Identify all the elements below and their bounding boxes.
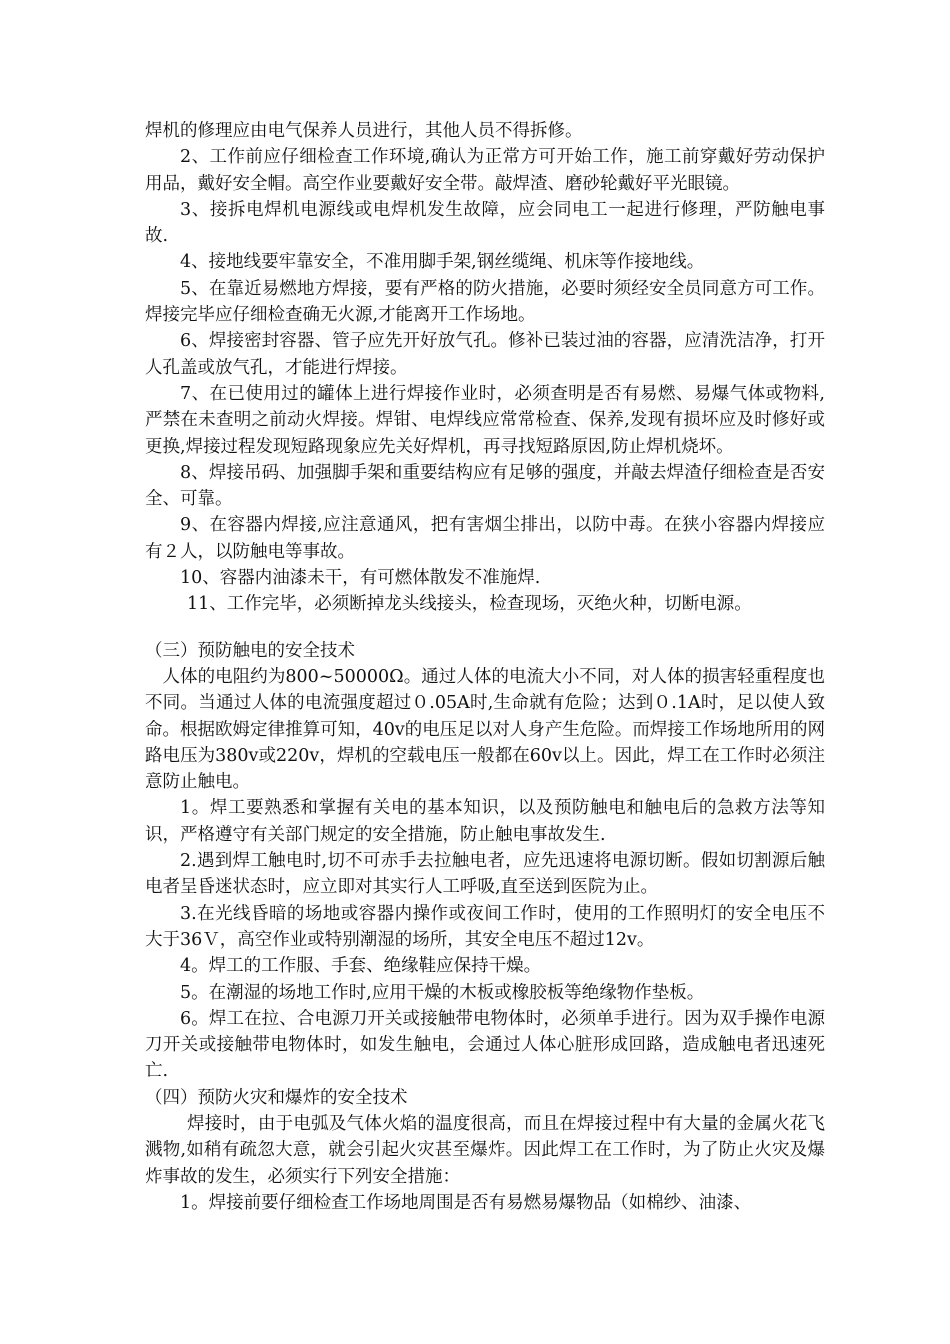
electric-rule-4: 4。焊工的工作服、手套、绝缘鞋应保持干燥。 [180,956,542,977]
rule-3: 3、接拆电焊机电源线或电焊机发生故障，应会同电工一起进行修理，严防触电事故. [145,199,825,247]
electric-rule-6: 6。焊工在拉、合电源刀开关或接触带电物体时，必须单手进行。因为双手操作电源刀开关或接触带电物体时，如发生触电，会通过人体心脏形成回路，造成触电者迅速死亡. [145,1008,825,1082]
electric-rule-3: 3.在光线昏暗的场地或容器内操作或夜间工作时，使用的工作照明灯的安全电压不大于36Ｖ，高空作业或特别潮湿的场所，其安全电压不超过12v。 [145,903,825,950]
rule-7: 7、在已使用过的罐体上进行焊接作业时，必须查明是否有易燃、易爆气体或物料,严禁在未查明之前动火焊接。焊钳、电焊线应常常检查、保养,发现有损坏应及时修好或更换,焊接过程发现短路现象应先关好焊机，再寻找短路原因,防止焊机烧坏。 [145,383,825,457]
electric-rule-2: 2.遇到焊工触电时,切不可赤手去拉触电者，应先迅速将电源切断。假如切割源后触电者呈昏迷状态时，应立即对其实行人工呼吸,直至送到医院为止。 [145,851,825,898]
rule-10: 10、容器内油漆未干，有可燃体散发不准施焊. [180,568,541,589]
spacer [145,618,825,638]
electric-rule-5: 5。在潮湿的场地工作时,应用干燥的木板或橡胶板等绝缘物作垫板。 [180,982,705,1003]
rule-4: 4、接地线要牢靠安全，不准用脚手架,钢丝缆绳、机床等作接地线。 [180,252,705,273]
rule-9: 9、在容器内焊接,应注意通风，把有害烟尘排出，以防中毒。在狭小容器内焊接应有２人，以防触电等事故。 [145,515,825,562]
rule-11: 11、工作完毕，必须断掉龙头线接头，检查现场，灭绝火种，切断电源。 [187,594,752,615]
paragraph-welder-repair: 焊机的修理应由电气保养人员进行，其他人员不得拆修。 [145,121,583,141]
section-4-intro: 焊接时，由于电弧及气体火焰的温度很高，而且在焊接过程中有大量的金属火花飞溅物,如稍有疏忽大意，就会引起火灾甚至爆炸。因此焊工在工作时，为了防止火灾及爆炸事故的发生，必须实行下列安全措施： [145,1113,825,1187]
rule-5: 5、在靠近易燃地方焊接，要有严格的防火措施，必要时须经安全员同意方可工作。焊接完毕应仔细检查确无火源,才能离开工作场地。 [145,278,825,326]
rule-2: 2、工作前应仔细检查工作环境,确认为正常方可开始工作，施工前穿戴好劳动保护用品，戴好安全帽。高空作业要戴好安全带。敲焊渣、磨砂轮戴好平光眼镜。 [145,147,825,194]
rule-8: 8、焊接吊码、加强脚手架和重要结构应有足够的强度，并敲去焊渣仔细检查是否安全、可靠。 [145,462,825,510]
fire-rule-1: 1。焊接前要仔细检查工作场地周围是否有易燃易爆物品（如棉纱、油漆、 [180,1192,752,1213]
heading-section-3: （三）预防触电的安全技术 [145,640,355,661]
heading-section-4: （四）预防火灾和爆炸的安全技术 [145,1087,408,1108]
rule-6: 6、焊接密封容器、管子应先开好放气孔。修补已装过油的容器，应清洗洁净，打开人孔盖或放气孔，才能进行焊接。 [145,331,825,378]
section-3-intro: 人体的电阻约为800~50000Ω。通过人体的电流大小不同，对人体的损害轻重程度也不同。当通过人体的电流强度超过０.05A时,生命就有危险；达到０.1A时，足以使人致命。根据欧姆定律推算可知，40v的电压足以对人身产生危险。而焊接工作场地所用的网路电压为380v或220v，焊机的空载电压一般都在60v以上。因此，焊工在工作时必须注意防止触电。 [145,666,825,793]
document-page [145,118,825,1216]
electric-rule-1: 1。焊工要熟悉和掌握有关电的基本知识，以及预防触电和触电后的急救方法等知识，严格遵守有关部门规定的安全措施，防止触电事故发生. [145,798,825,845]
